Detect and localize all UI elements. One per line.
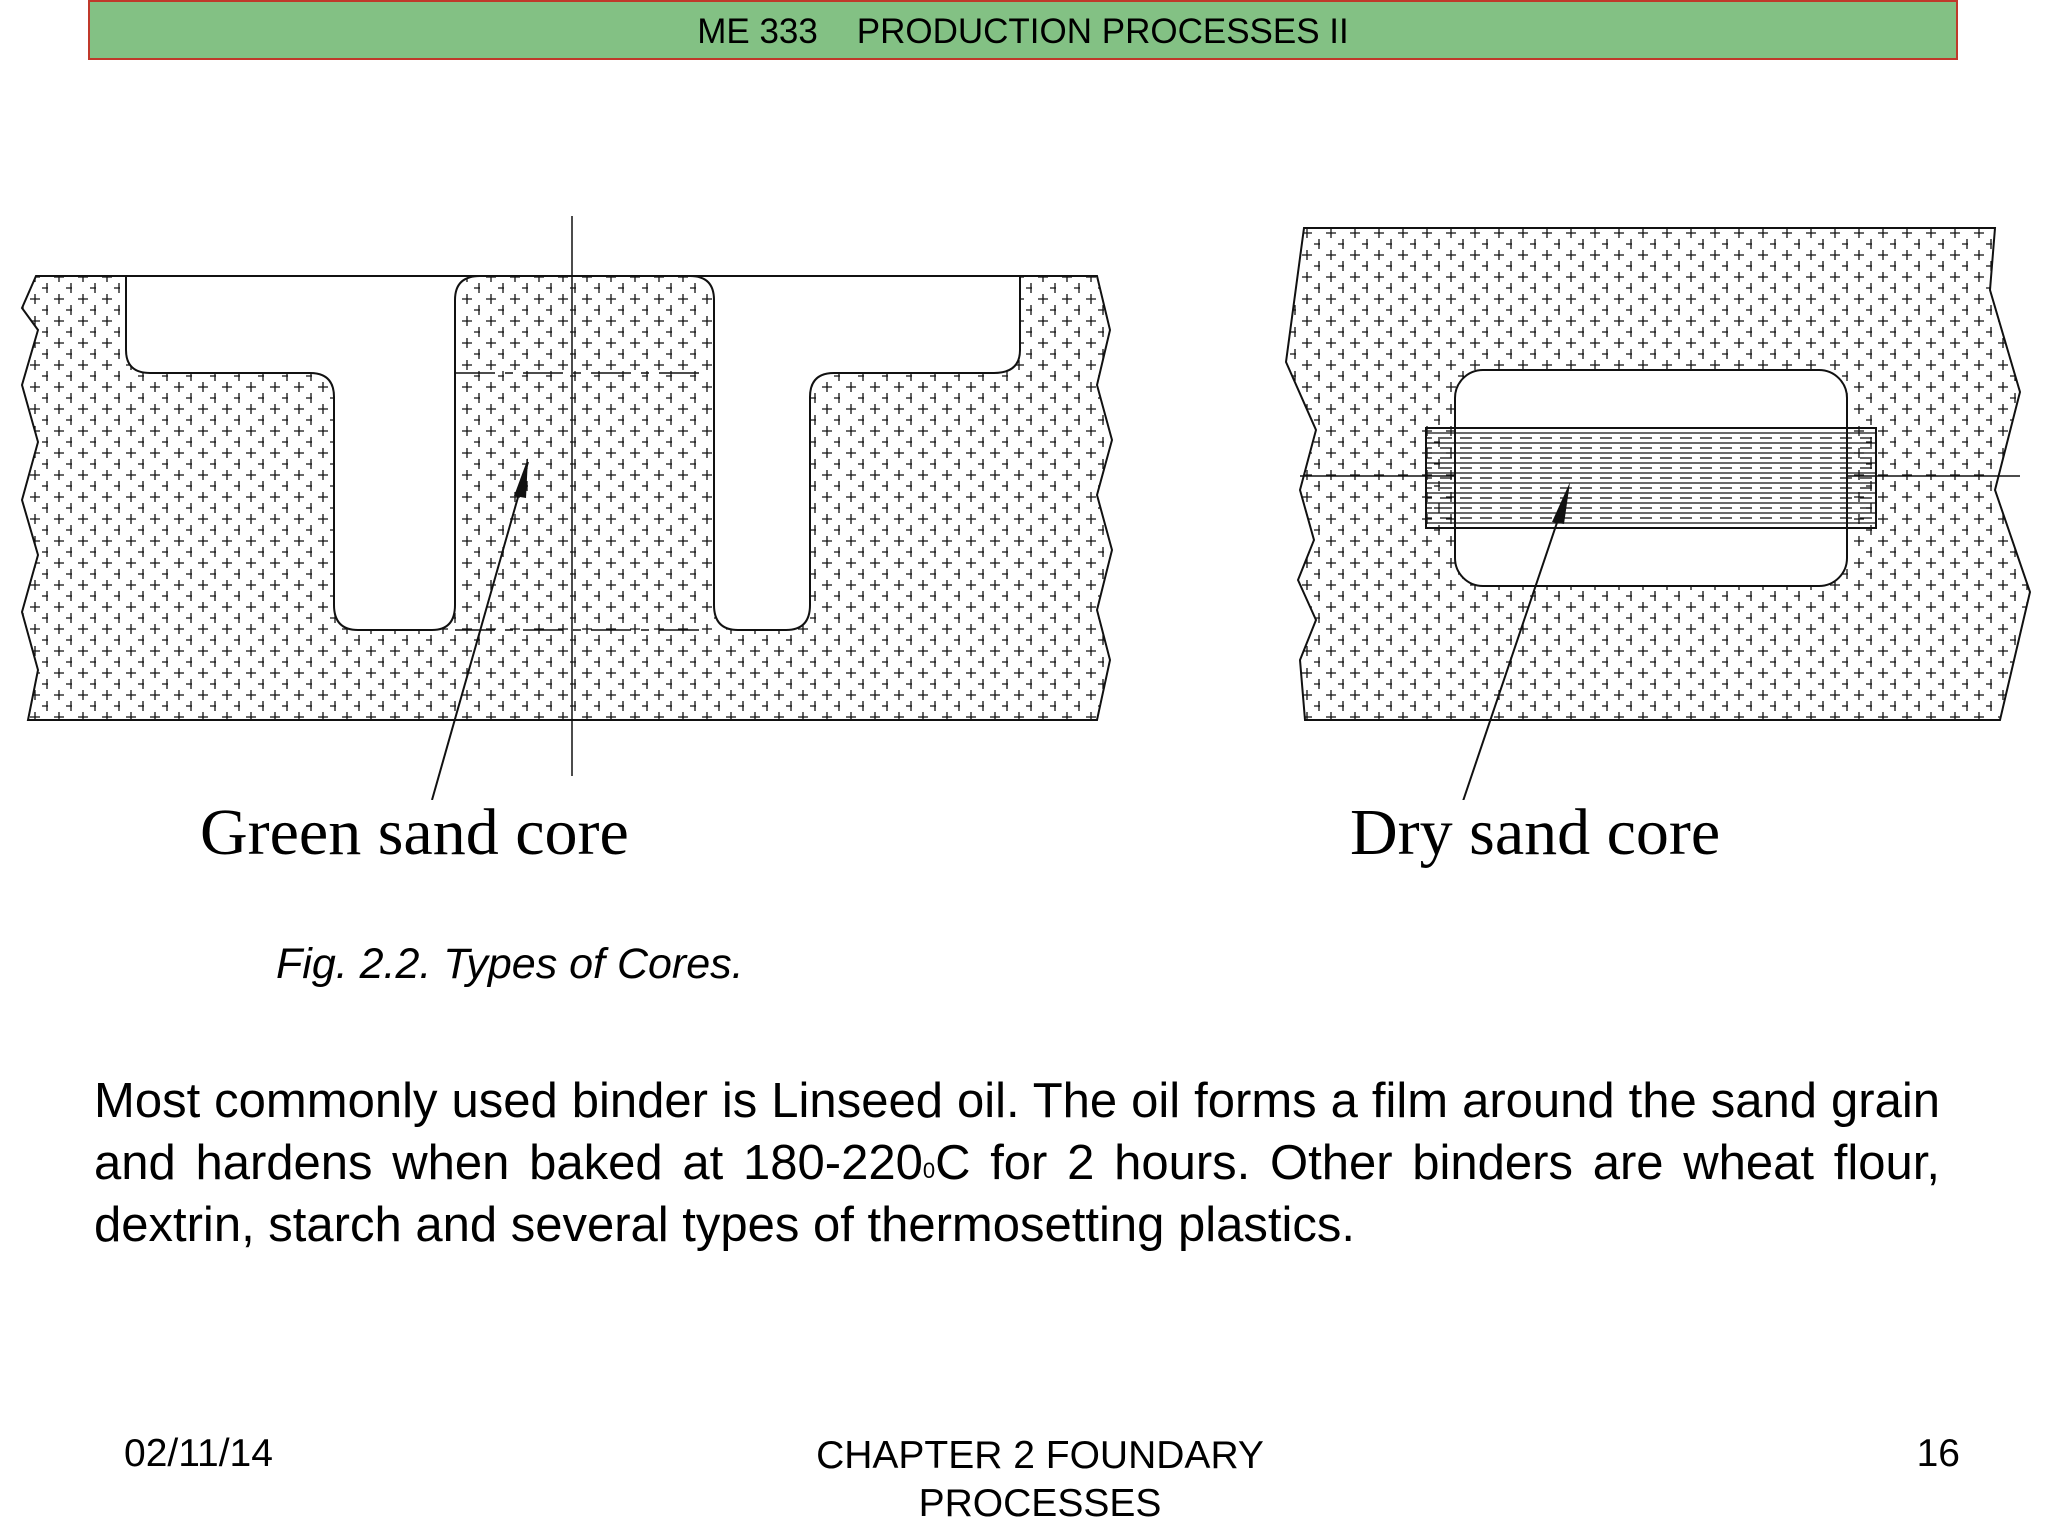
degree-superscript: 0 (922, 1158, 936, 1183)
cores-diagram (0, 200, 2048, 800)
dry-sand-core-drawing (1286, 228, 2030, 800)
footer-date: 02/11/14 (124, 1432, 273, 1475)
footer-chapter: CHAPTER 2 FOUNDARY PROCESSES (816, 1434, 1264, 1525)
body-paragraph (94, 1070, 1940, 1256)
page-number: 16 (1916, 1432, 1960, 1475)
dry-sand-core (1426, 428, 1876, 528)
dry-sand-core-label: Dry sand core (1350, 796, 1721, 869)
body-text-part1: Most commonly used binder is Linseed oil. The oil forms a film around the sand grain and hardens when baked at 180-220 (94, 1074, 1940, 1190)
green-sand-core-label: Green sand core (200, 796, 629, 869)
body-text-part2: C for 2 hours. Other binders are wheat flour, dextrin, starch and several types of thermosetting plastics. (94, 1136, 1940, 1252)
green-sand-core-drawing (22, 216, 1112, 800)
slide-header: ME 333 PRODUCTION PROCESSES II (88, 0, 1958, 60)
figure-caption: Fig. 2.2. Types of Cores. (276, 940, 744, 988)
